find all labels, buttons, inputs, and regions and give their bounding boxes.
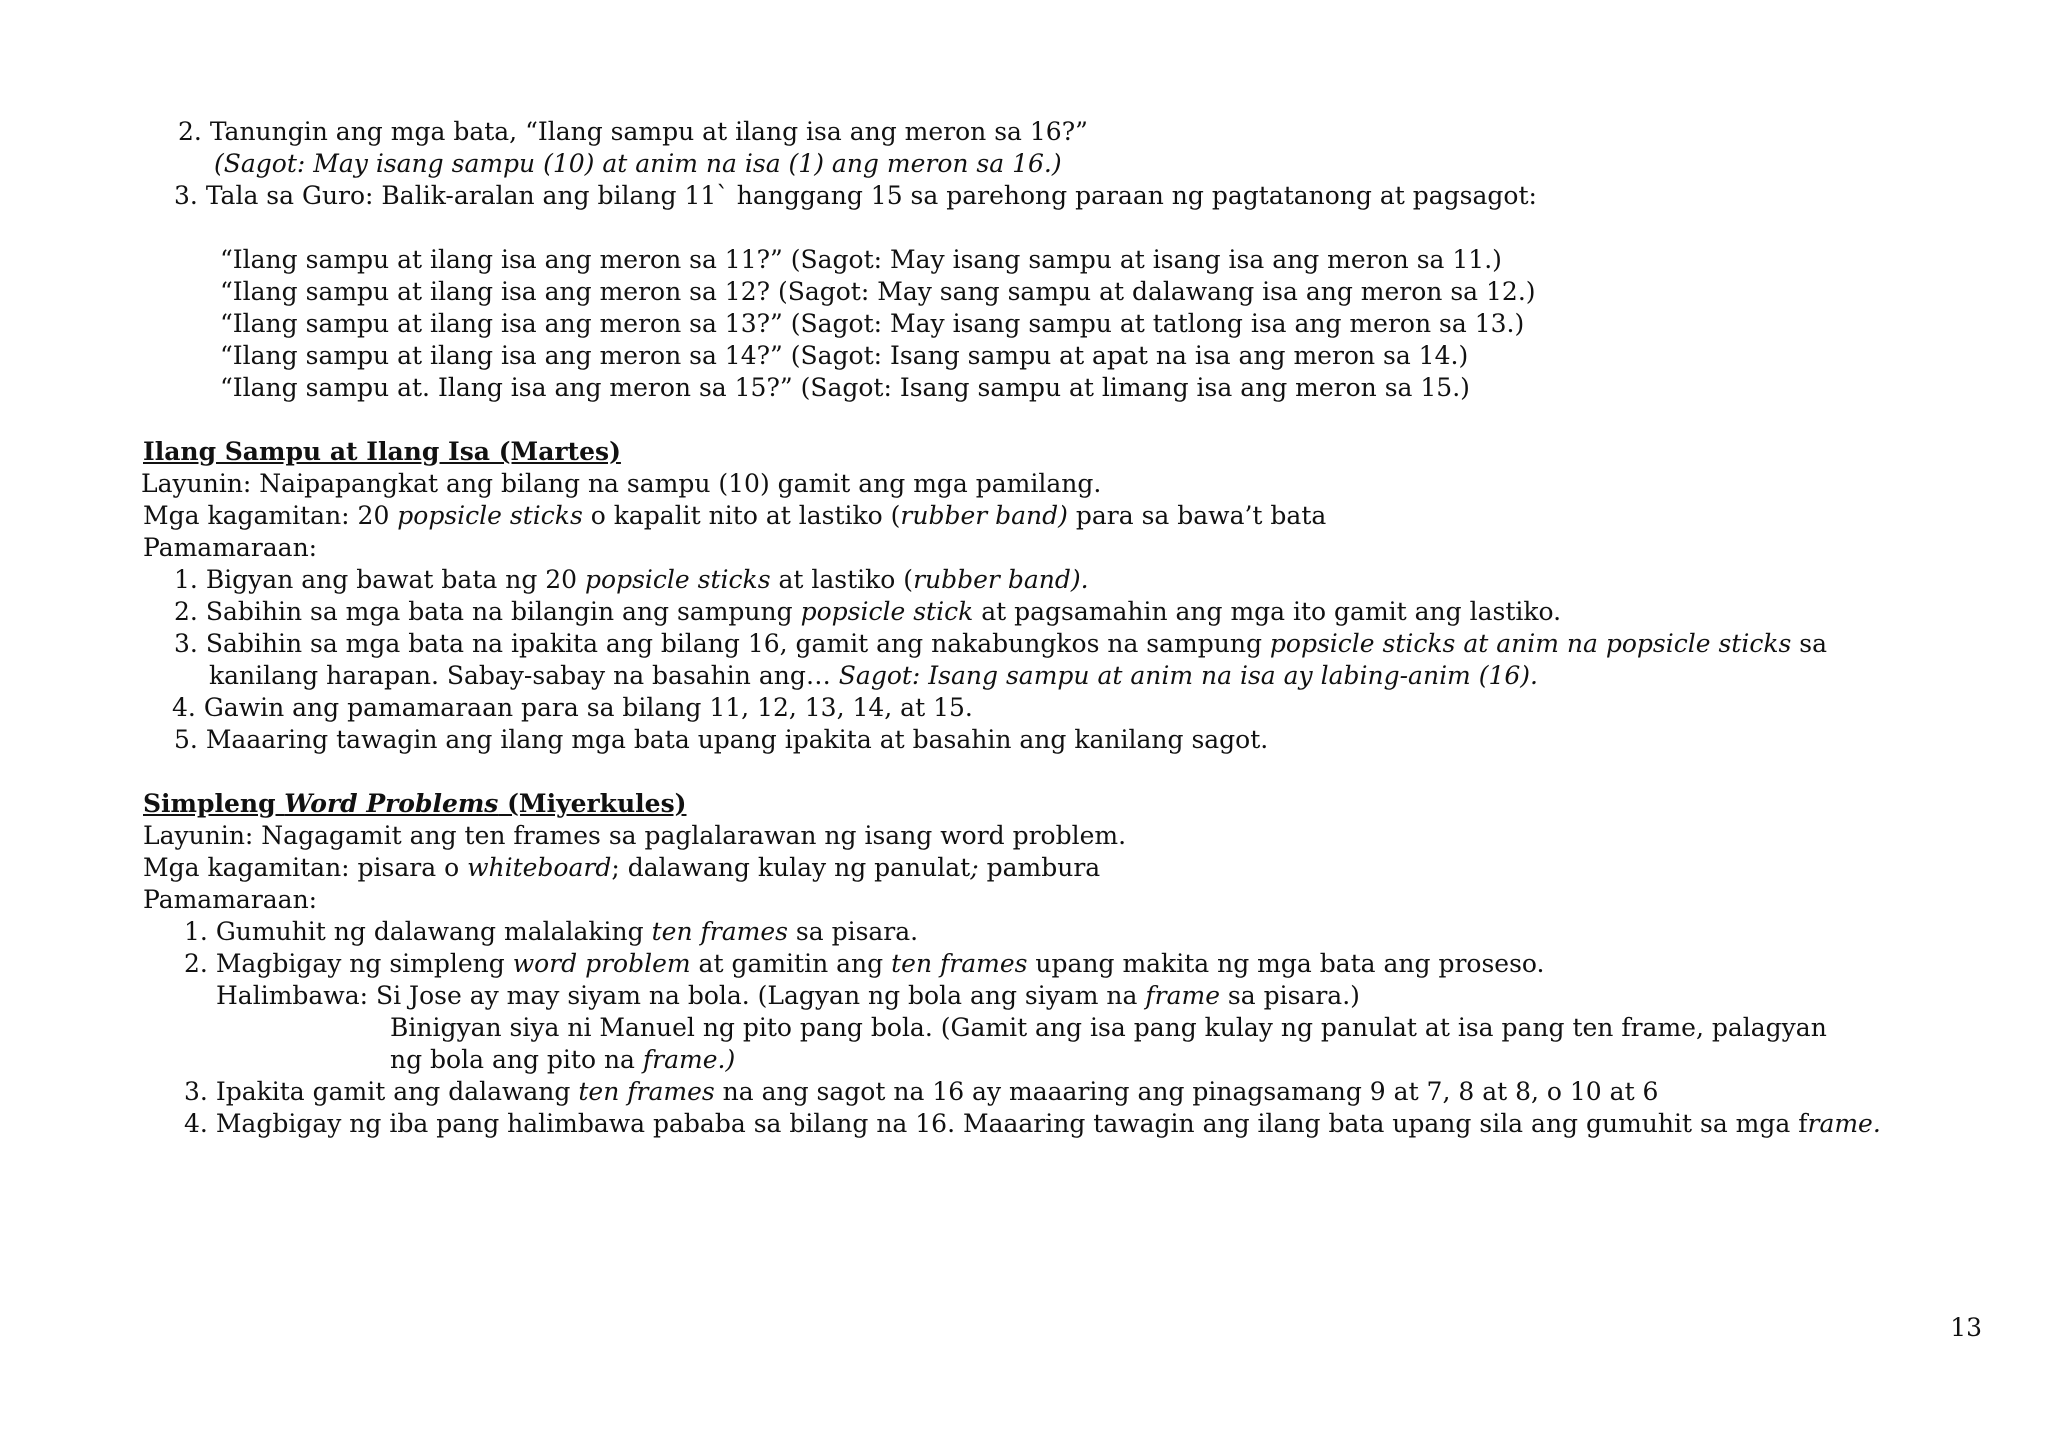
- materials-italic: whiteboard: [467, 853, 612, 882]
- list-number: 5.: [174, 725, 198, 754]
- list-number: 2.: [178, 117, 202, 146]
- procedure-label: Pamamaraan:: [143, 533, 318, 562]
- heading-text: (Miyerkules): [498, 789, 687, 818]
- page-number: 13: [1950, 1313, 1982, 1342]
- list-text: at gamitin ang: [690, 949, 892, 978]
- list-item: [184, 948, 1545, 980]
- heading-italic: Word Problems: [284, 789, 499, 818]
- list-text: Bigyan ang bawat bata ng 20: [205, 565, 586, 594]
- section-heading: [143, 788, 687, 820]
- list-italic: ten frames: [891, 949, 1028, 978]
- materials-text: Mga kagamitan: pisara o: [143, 853, 468, 882]
- question-line: “Ilang sampu at ilang isa ang meron sa 12? (Sagot: May sang sampu at dalawang isa ang meron sa 12.): [220, 277, 1536, 306]
- list-italic: popsicle sticks at anim na popsicle sticks: [1269, 629, 1792, 658]
- list-item-continuation: [209, 660, 1538, 692]
- list-text: Gawin ang pamamaraan para sa bilang 11, 12, 13, 14, at 15.: [203, 693, 973, 722]
- materials-text: ; dalawang kulay ng panulat: [611, 853, 971, 882]
- list-number: 1.: [174, 565, 198, 594]
- question-line: “Ilang sampu at. Ilang isa ang meron sa 15?” (Sagot: Isang sampu at limang isa ang meron sa 15.): [220, 373, 1470, 402]
- question-line: “Ilang sampu at ilang isa ang meron sa 13?” (Sagot: May isang sampu at tatlong isa ang meron sa 13.): [220, 309, 1525, 338]
- answer-text: (Sagot: May isang sampu (10) at anim na isa (1) ang meron sa 16.): [214, 149, 1062, 178]
- list-item: [174, 564, 1089, 596]
- list-number: 1.: [184, 917, 208, 946]
- example-text: ng bola ang pito na: [390, 1045, 643, 1074]
- list-item: [174, 596, 1561, 628]
- materials-italic: ;: [970, 853, 979, 882]
- question-line: “Ilang sampu at ilang isa ang meron sa 14?” (Sagot: Isang sampu at apat na isa ang meron sa 14.): [220, 341, 1469, 370]
- list-italic: ten frames: [651, 917, 788, 946]
- question-line: “Ilang sampu at ilang isa ang meron sa 11?” (Sagot: May isang sampu at isang isa ang meron sa 11.): [220, 245, 1502, 274]
- list-text: Tanungin ang mga bata, “Ilang sampu at ilang isa ang meron sa 16?”: [209, 117, 1088, 146]
- list-number: 4.: [184, 1109, 208, 1138]
- list-text: at lastiko (: [770, 565, 914, 594]
- list-text: Magbigay ng simpleng: [215, 949, 513, 978]
- materials-italic: rubber band): [900, 501, 1068, 530]
- example-line: [390, 1044, 735, 1076]
- example-italic: frame.): [642, 1045, 736, 1074]
- list-item: [184, 1076, 1658, 1108]
- materials-text: pambura: [978, 853, 1101, 882]
- list-item: [178, 116, 1088, 148]
- materials-line: [143, 500, 1326, 532]
- list-text: Sabihin sa mga bata na bilangin ang sampung: [205, 597, 801, 626]
- example-line: [216, 980, 1360, 1012]
- materials-text: Mga kagamitan: 20: [143, 501, 398, 530]
- list-italic: popsicle stick: [800, 597, 974, 626]
- list-italic: rubber band).: [913, 565, 1089, 594]
- list-text: Maaaring tawagin ang ilang mga bata upang ipakita at basahin ang kanilang sagot.: [205, 725, 1269, 754]
- materials-text: para sa bawa’t bata: [1067, 501, 1327, 530]
- example-text: Halimbawa: Si Jose ay may siyam na bola. (Lagyan ng bola ang siyam na: [216, 981, 1146, 1010]
- list-italic: rame.: [1807, 1109, 1881, 1138]
- list-number: 3.: [174, 181, 198, 210]
- objective-line: Layunin: Naipapangkat ang bilang na sampu (10) gamit ang mga pamilang.: [141, 469, 1102, 498]
- example-text: sa pisara.): [1219, 981, 1360, 1010]
- list-item: [174, 180, 1537, 212]
- list-italic: popsicle sticks: [585, 565, 771, 594]
- answer-note: [214, 148, 1062, 180]
- list-number: 2.: [184, 949, 208, 978]
- list-item: [174, 724, 1268, 756]
- materials-line: [143, 852, 1100, 884]
- list-text: Gumuhit ng dalawang malalaking: [215, 917, 652, 946]
- list-text: Magbigay ng iba pang halimbawa pababa sa bilang na 16. Maaaring tawagin ang ilang bata upang sila ang gumuhit sa mga f: [215, 1109, 1808, 1138]
- list-number: 4.: [172, 693, 196, 722]
- list-number: 3.: [174, 629, 198, 658]
- procedure-label: Pamamaraan:: [143, 885, 318, 914]
- example-italic: frame: [1145, 981, 1220, 1010]
- list-italic: ten frames: [578, 1077, 715, 1106]
- list-item: [184, 916, 918, 948]
- objective-line: Layunin: Nagagamit ang ten frames sa paglalarawan ng isang word problem.: [143, 821, 1127, 850]
- list-italic: word problem: [512, 949, 691, 978]
- list-text: at pagsamahin ang mga ito gamit ang lastiko.: [973, 597, 1562, 626]
- materials-text: o kapalit nito at lastiko (: [582, 501, 901, 530]
- list-text: na ang sagot na 16 ay maaaring ang pinagsamang 9 at 7, 8 at 8, o 10 at 6: [714, 1077, 1659, 1106]
- list-text: sa: [1791, 629, 1827, 658]
- list-text: sa pisara.: [787, 917, 919, 946]
- example-line: Binigyan siya ni Manuel ng pito pang bola. (Gamit ang isa pang kulay ng panulat at isa pang ten frame, palagyan: [390, 1013, 1827, 1042]
- materials-italic: popsicle sticks: [397, 501, 583, 530]
- list-item: [172, 692, 973, 724]
- list-text: kanilang harapan. Sabay-sabay na basahin ang…: [209, 661, 839, 690]
- list-text: upang makita ng mga bata ang proseso.: [1027, 949, 1545, 978]
- list-italic: Sagot: Isang sampu at anim na isa ay labing-anim (16).: [838, 661, 1538, 690]
- list-number: 2.: [174, 597, 198, 626]
- list-text: Ipakita gamit ang dalawang: [215, 1077, 579, 1106]
- list-text: Sabihin sa mga bata na ipakita ang bilang 16, gamit ang nakabungkos na sampung: [205, 629, 1270, 658]
- heading-text: Simpleng: [143, 789, 285, 818]
- list-number: 3.: [184, 1077, 208, 1106]
- section-heading: Ilang Sampu at Ilang Isa (Martes): [143, 437, 621, 466]
- list-item: [174, 628, 1827, 660]
- list-text: Tala sa Guro: Balik-aralan ang bilang 11` hanggang 15 sa parehong paraan ng pagtatanong at pagsagot:: [205, 181, 1537, 210]
- list-item: [184, 1108, 1881, 1140]
